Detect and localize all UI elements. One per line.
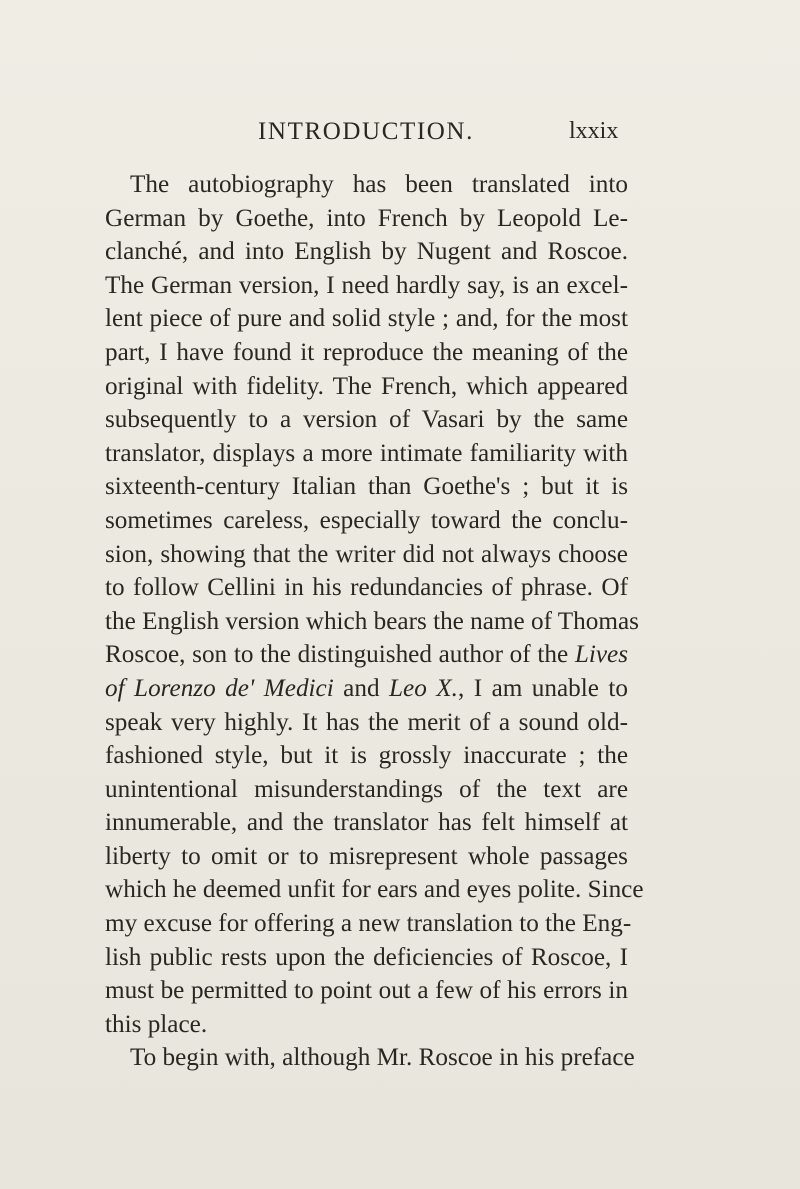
text-line: this place. [105, 1010, 208, 1038]
italic-title: of Lorenzo de' Medici [105, 674, 334, 702]
text-line: The autobiography has been translated into [130, 171, 628, 198]
text-line: sion, showing that the writer did not always choose [105, 540, 628, 568]
running-head-title: INTRODUCTION. [258, 118, 474, 145]
text-line: lish public rests upon the deficiencies of Roscoe, I [105, 943, 628, 971]
italic-title: Lives [574, 641, 628, 669]
text-line: sixteenth-century Italian than Goethe's ; but it is [105, 473, 628, 501]
text-line: lent piece of pure and solid style ; and, for the most [105, 305, 628, 333]
text-line: translator, displays a more intimate familiarity with [105, 439, 628, 467]
text-line: liberty to omit or to misrepresent whole passages [105, 842, 628, 870]
text-line: To begin with, although Mr. Roscoe in his preface [130, 1044, 635, 1072]
text-line: innumerable, and the translator has felt himself at [105, 809, 628, 837]
running-head [0, 118, 800, 158]
text-line: my excuse for offering a new translation to the Eng- [105, 910, 632, 938]
text-line: original with fidelity. The French, which appeared [105, 372, 628, 400]
text-line: to follow Cellini in his redundancies of phrase. Of [105, 574, 628, 602]
text-line: part, I have found it reproduce the meaning of the [105, 338, 628, 366]
text-run: , I am unable to [457, 674, 628, 702]
text-line-with-italic [105, 638, 628, 672]
text-line: which he deemed unfit for ears and eyes polite. Since [105, 876, 644, 904]
text-line-with-italic [105, 672, 628, 706]
text-line: The German version, I need hardly say, is an excel- [105, 271, 628, 299]
text-line: subsequently to a version of Vasari by the same [105, 406, 628, 434]
page-number: lxxix [569, 118, 619, 144]
body-text [105, 168, 644, 1075]
text-line: must be permitted to point out a few of his errors in [105, 977, 628, 1005]
text-line: fashioned style, but it is grossly inaccurate ; the [105, 742, 628, 770]
text-run: and [333, 674, 390, 702]
text-run: Roscoe, son to the distinguished author of the [105, 641, 575, 669]
text-line: sometimes careless, especially toward the conclu- [105, 506, 628, 534]
text-line: German by Goethe, into French by Leopold Le- [105, 204, 628, 232]
text-line: unintentional misunderstandings of the text are [105, 775, 628, 803]
text-line: the English version which bears the name of Thomas [105, 607, 639, 635]
italic-title: Leo X. [389, 674, 458, 702]
text-line: speak very highly. It has the merit of a sound old- [105, 708, 628, 736]
text-line: clanché, and into English by Nugent and Roscoe. [105, 238, 628, 266]
